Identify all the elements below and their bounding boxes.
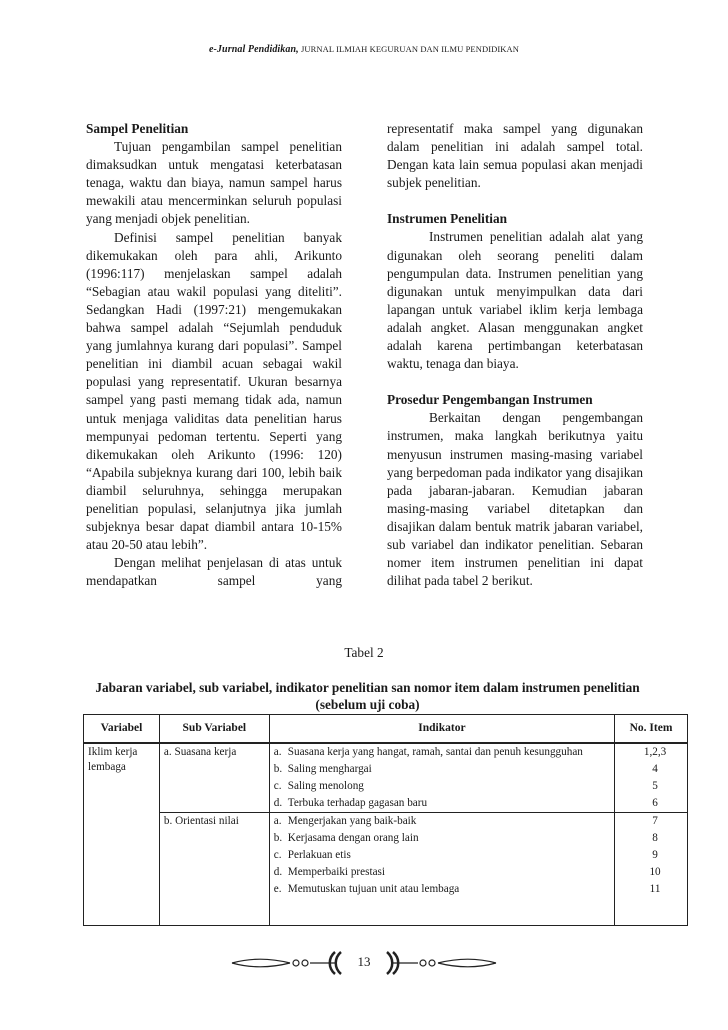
indicator-marker: d. <box>273 797 283 809</box>
indicator-cell <box>269 761 614 778</box>
sub-variable-cell: b. Orientasi nilai <box>159 813 269 926</box>
item-cell: 11 <box>615 881 688 926</box>
indicator-marker: c. <box>273 849 282 861</box>
indicator-text: Saling menolong <box>287 780 364 792</box>
paragraph: representatif maka sampel yang digunakan dalam penelitian ini adalah sampel total. Dengan kata lain semua populasi akan menjadi subjek penelitian. <box>387 121 643 191</box>
indicator-text: Suasana kerja yang hangat, ramah, santai dan penuh kesungguhan <box>287 746 583 758</box>
item-cell: 9 <box>615 847 688 864</box>
page-footer <box>0 946 728 980</box>
indicator-text: Saling menghargai <box>287 763 372 775</box>
sub-variable-cell: a. Suasana kerja <box>159 743 269 813</box>
indicator-cell <box>269 881 614 926</box>
indicator-text: Terbuka terhadap gagasan baru <box>287 797 428 809</box>
item-cell: 6 <box>615 795 688 813</box>
journal-name: e-Jurnal Pendidikan, <box>208 44 299 55</box>
indicator-marker: a. <box>273 746 282 758</box>
paragraph: Berkaitan dengan pengembangan instrumen, maka langkah berikutnya yaitu menyusun instrumen masing-masing variabel yang berpedoman pada indikator yang disajikan pada jabaran-jabaran. Kemudian jabaran masing-masing variabel ditetapkan dan disajikan dalam bentuk matrik jabaran variabel, sub variabel dan indikator penelitian. Sebaran nomer item instrumen penelitian ini dapat dilihat pada tabel 2 berikut. <box>387 410 643 589</box>
table-row <box>84 813 688 831</box>
indicator-cell <box>269 813 614 831</box>
indicator-marker: a. <box>273 815 282 827</box>
indicator-cell <box>269 795 614 813</box>
indicator-marker: e. <box>273 883 282 895</box>
indicator-cell <box>269 830 614 847</box>
item-cell: 7 <box>615 813 688 831</box>
header-no-item: No. Item <box>615 715 688 744</box>
indicator-text: Memperbaiki prestasi <box>287 866 386 878</box>
table-caption: Tabel 2 <box>344 645 384 660</box>
indicator-text: Kerjasama dengan orang lain <box>287 832 419 844</box>
indicator-cell <box>269 864 614 881</box>
item-cell: 4 <box>615 761 688 778</box>
indicator-text: Mengerjakan yang baik-baik <box>287 815 417 827</box>
table-row <box>84 743 688 761</box>
page-number: 13 <box>357 954 371 969</box>
table-header-row <box>84 715 688 744</box>
paragraph: Dengan melihat penjelasan di atas untuk mendapatkan sampel yang <box>86 555 342 589</box>
right-column <box>387 120 643 590</box>
item-cell: 1,2,3 <box>615 743 688 761</box>
variable-cell: Iklim kerja lembaga <box>84 743 160 926</box>
journal-subtitle: JURNAL ILMIAH KEGURUAN DAN ILMU PENDIDIKAN <box>298 44 520 54</box>
running-header <box>0 44 728 55</box>
paragraph: Instrumen penelitian adalah alat yang digunakan oleh seorang peneliti dalam pengumpulan data. Instrumen penelitian yang digunakan untuk menyimpulkan data dari lapangan untuk variabel iklim kerja lembaga adalah angket. Alasan menggunakan angket adalah karena pertimbangan keterbatasan waktu, tenaga dan biaya. <box>387 229 643 372</box>
indicator-marker: c. <box>273 780 282 792</box>
header-sub-variabel: Sub Variabel <box>159 715 269 744</box>
indicator-cell <box>269 778 614 795</box>
section-heading-instrumen: Instrumen Penelitian <box>387 211 508 227</box>
paragraph: Tujuan pengambilan sampel penelitian dimaksudkan untuk mengatasi keterbatasan tenaga, waktu dan biaya, namun sampel harus mewakili atau mencerminkan seluruh populasi yang menjadi objek penelitian. <box>86 139 342 227</box>
section-heading-sampel: Sampel Penelitian <box>86 121 189 136</box>
section-heading-prosedur: Prosedur Pengembangan Instrumen <box>387 392 593 408</box>
header-indikator: Indikator <box>269 715 614 744</box>
indicator-marker: b. <box>273 763 283 775</box>
item-cell: 8 <box>615 830 688 847</box>
left-column <box>86 120 342 590</box>
table-title: Jabaran variabel, sub variabel, indikator penelitian san nomor item dalam instrumen penelitian (sebelum uji coba) <box>95 680 640 712</box>
indicator-marker: b. <box>273 832 283 844</box>
indicator-text: Memutuskan tujuan unit atau lembaga <box>287 883 460 895</box>
item-cell: 5 <box>615 778 688 795</box>
item-cell: 10 <box>615 864 688 881</box>
indicator-cell <box>269 847 614 864</box>
indicator-text: Perlakuan etis <box>287 849 351 861</box>
indicator-cell <box>269 743 614 761</box>
indicator-marker: d. <box>273 866 283 878</box>
header-variabel: Variabel <box>84 715 160 744</box>
paragraph: Definisi sampel penelitian banyak dikemukakan oleh para ahli, Arikunto (1996:117) menjelaskan sampel adalah “Sebagian atau wakil populasi yang diteliti”. Sedangkan Hadi (1997:21) mengemukakan bahwa sampel adalah “Sejumlah penduduk yang jumlahnya kurang dari populasi”. Sampel penelitian ini diambil acuan sebagai wakil populasi yang representatif. Ukuran besarnya sampel yang pasti memang tidak ada, namun untuk menjaga validitas data penelitian harus mempunyai pedoman tertentu. Seperti yang dikemukakan oleh Arikunto (1996: 120) “Apabila subjeknya kurang dari 100, lebih baik diambil seluruhnya, sehingga merupakan penelitian populasi, selanjutnya jika jumlah subjeknya besar dapat diambil antara 10-15% atau 20-50 atau lebih”. <box>86 229 342 553</box>
indicator-table <box>83 714 688 926</box>
